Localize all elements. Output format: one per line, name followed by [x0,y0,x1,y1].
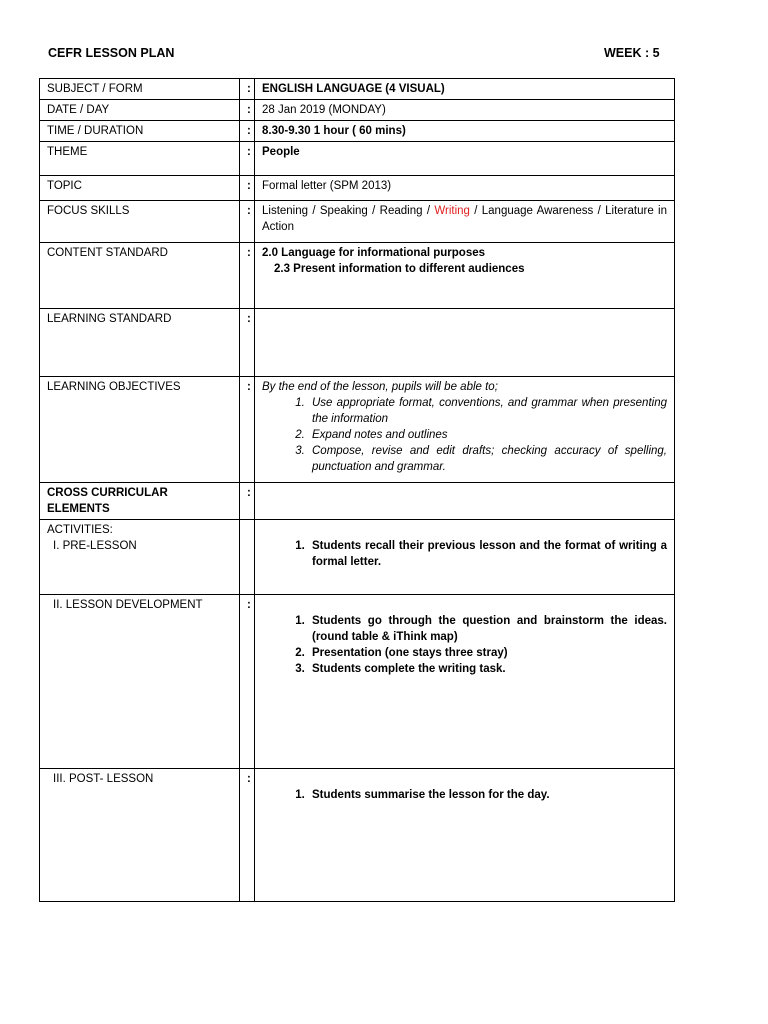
value-post-lesson [255,769,675,902]
value-time: 8.30-9.30 1 hour ( 60 mins) [255,121,675,142]
list-item: 3. Compose, revise and edit drafts; checking accuracy of spelling, punctuation and grammar. [308,443,667,475]
value-learning-standard [255,309,675,377]
page-title: CEFR LESSON PLAN [48,46,175,60]
row-learning-standard [40,309,675,377]
colon: : [240,483,255,520]
focus-skills-after: / Language Awareness / Literature in Action [262,205,667,233]
row-cross-curricular [40,483,675,520]
label-time: TIME / DURATION [40,121,240,142]
post-lesson-list [262,787,667,803]
label-post-lesson [40,769,240,902]
row-content-standard [40,243,675,309]
row-theme [40,142,675,176]
colon: : [240,243,255,309]
value-lesson-development [255,595,675,769]
focus-skill-writing: Writing [434,205,470,217]
row-post-lesson [40,769,675,902]
colon-empty [240,520,255,595]
label-lesson-development [40,595,240,769]
label-learning-objectives: LEARNING OBJECTIVES [40,377,240,483]
row-lesson-development [40,595,675,769]
colon: : [240,176,255,201]
lesson-development-label: II. LESSON DEVELOPMENT [53,599,203,611]
colon: : [240,309,255,377]
list-item: 1. Students summarise the lesson for the day. [308,787,667,803]
value-topic: Formal letter (SPM 2013) [255,176,675,201]
list-item: 1. Students go through the question and brainstorm the ideas.(round table & iThink map) [308,613,667,645]
week-label: WEEK : 5 [604,46,660,60]
activities-title: ACTIVITIES: [47,524,113,536]
list-item: 3. Students complete the writing task. [308,661,667,677]
label-learning-standard: LEARNING STANDARD [40,309,240,377]
list-item: 2. Expand notes and outlines [308,427,667,443]
content-standard-main: 2.0 Language for informational purposes [262,247,486,259]
row-learning-objectives [40,377,675,483]
list-item: 2. Presentation (one stays three stray) [308,645,667,661]
post-lesson-label: III. POST- LESSON [53,773,154,785]
value-cross-curricular [255,483,675,520]
lesson-plan-table [39,78,675,902]
row-time [40,121,675,142]
label-theme: THEME [40,142,240,176]
row-focus-skills [40,201,675,243]
label-pre-lesson [40,520,240,595]
content-standard-sub: 2.3 Present information to different audiences [274,263,525,275]
row-pre-lesson [40,520,675,595]
objectives-intro: By the end of the lesson, pupils will be able to; [262,381,498,393]
label-cross-curricular: CROSS CURRICULAR ELEMENTS [40,483,240,520]
value-learning-objectives [255,377,675,483]
colon: : [240,121,255,142]
value-date: 28 Jan 2019 (MONDAY) [255,100,675,121]
value-subject: ENGLISH LANGUAGE (4 VISUAL) [255,79,675,100]
colon: : [240,79,255,100]
value-pre-lesson [255,520,675,595]
label-content-standard: CONTENT STANDARD [40,243,240,309]
row-date [40,100,675,121]
list-item: 1. Use appropriate format, conventions, and grammar when presenting the information [308,395,667,427]
colon: : [240,377,255,483]
colon: : [240,142,255,176]
label-topic: TOPIC [40,176,240,201]
row-subject [40,79,675,100]
label-focus-skills: FOCUS SKILLS [40,201,240,243]
colon: : [240,595,255,769]
colon: : [240,100,255,121]
row-topic [40,176,675,201]
objectives-list [262,395,667,475]
lesson-development-list [262,613,667,677]
pre-lesson-list [262,538,667,570]
label-date: DATE / DAY [40,100,240,121]
value-content-standard [255,243,675,309]
colon: : [240,769,255,902]
list-item: 1. Students recall their previous lesson and the format of writing a formal letter. [308,538,667,570]
value-theme: People [255,142,675,176]
value-focus-skills [255,201,675,243]
pre-lesson-label: I. PRE-LESSON [53,540,137,552]
label-subject: SUBJECT / FORM [40,79,240,100]
colon: : [240,201,255,243]
focus-skills-before: Listening / Speaking / Reading / [262,205,435,217]
